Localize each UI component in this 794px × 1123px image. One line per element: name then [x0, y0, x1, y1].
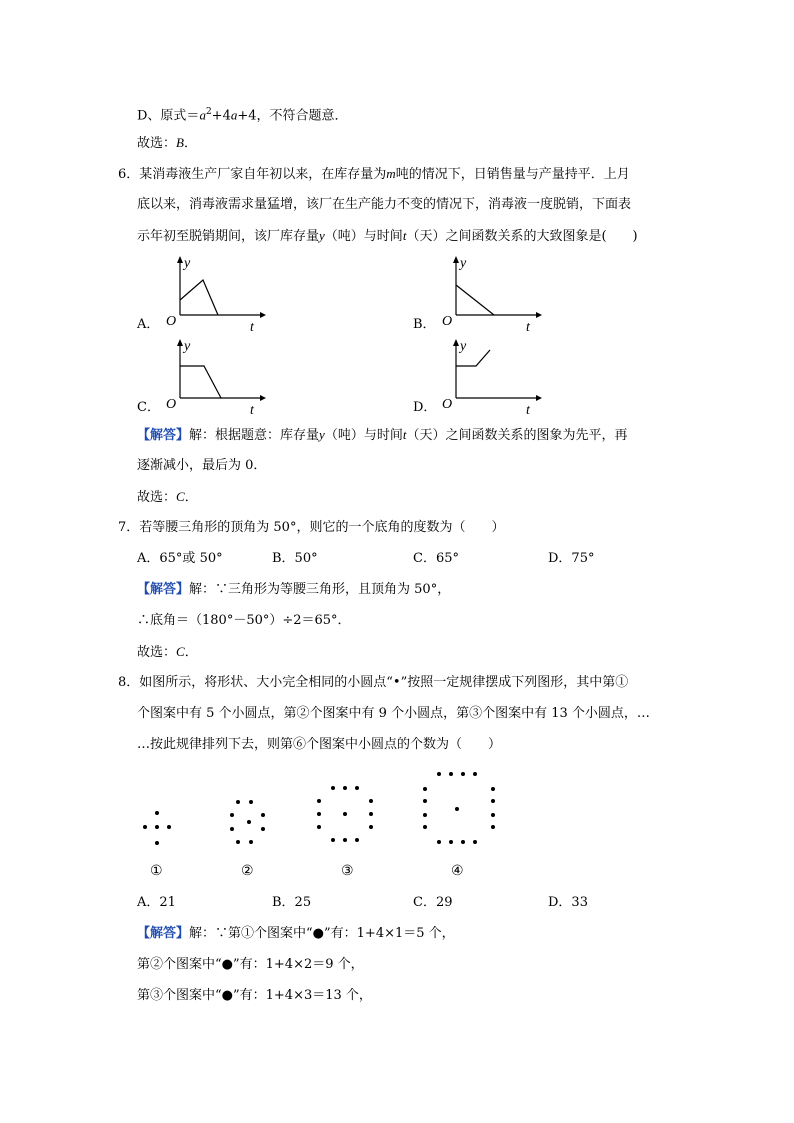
q7-option-c: C．65°	[413, 551, 459, 566]
q6-graph-a-t-label: t	[250, 320, 254, 335]
q6-graph-a-origin: O	[166, 314, 177, 329]
q6-option-d-label: D．	[413, 400, 437, 415]
q6-graph-b-origin: O	[442, 314, 453, 329]
q6-graph-c-origin: O	[166, 397, 177, 412]
q8-pattern-3	[305, 780, 385, 860]
q8-pattern-label-3: ③	[341, 863, 354, 879]
q8-solution-line-2: 第②个图案中“●”有：1+4×2＝9 个，	[137, 957, 364, 972]
q8-pattern-1	[130, 800, 190, 860]
q6-answer: 故选：C．	[137, 489, 198, 505]
q6-line-2: 底以来，消毒液需求量猛增，该厂在生产能力不变的情况下，消毒液一度脱销，下面表	[137, 197, 632, 212]
q6-option-b-label: B．	[413, 317, 436, 332]
q7-option-b: B．50°	[272, 551, 318, 566]
q6-graph-a	[160, 255, 270, 335]
q8-option-a: A．21	[137, 895, 176, 910]
q6-option-a-label: A．	[137, 317, 160, 332]
q6-line-3: 示年初至脱销期间，该厂库存量y（吨）与时间t（天）之间函数关系的大致图象是( )	[137, 228, 638, 244]
q7-option-d: D．75°	[548, 551, 595, 566]
q7-solution-line-1: 【解答】解：∵三角形为等腰三角形，且顶角为 50°，	[137, 582, 451, 597]
q6-graph-c	[160, 338, 270, 418]
q6-option-c-label: C．	[137, 400, 160, 415]
q6-graph-a-y-label: y	[184, 256, 191, 271]
q8-pattern-label-1: ①	[150, 863, 163, 879]
q8-option-b: B．25	[272, 895, 312, 910]
q8-pattern-4	[415, 765, 505, 855]
q8-solution-line-3: 第③个图案中“●”有：1+4×3＝13 个，	[137, 988, 372, 1003]
q6-graph-c-t-label: t	[250, 403, 254, 418]
q8-line-2: 个图案中有 5 个小圆点，第②个图案中有 9 个小圆点，第③个图案中有 13 个小圆点，…	[137, 706, 650, 721]
q6-solution-line-1: 【解答】解：根据题意：库存量y（吨）与时间t（天）之间函数关系的图象为先平，再	[137, 427, 628, 443]
q6-graph-d-t-label: t	[526, 403, 530, 418]
q7-solution-line-2: ∴底角＝（180°－50°）÷2＝65°．	[137, 613, 351, 628]
q8-pattern-label-2: ②	[241, 863, 254, 879]
q8-line-3: …按此规律排列下去，则第⑥个图案中小圆点的个数为（ ）	[137, 737, 502, 752]
q6-graph-d-y-label: y	[460, 339, 467, 354]
q8-option-d: D．33	[548, 895, 588, 910]
q8-option-c: C．29	[413, 895, 453, 910]
q6-graph-d-origin: O	[442, 397, 453, 412]
prev-answer: 故选：B．	[137, 135, 197, 151]
prev-option-d: D、原式$=a^2+4a+4$，不符合题意．	[137, 107, 348, 124]
q8-pattern-label-4: ④	[451, 863, 464, 879]
q8-pattern-2	[208, 790, 278, 860]
q6-graph-b	[436, 255, 546, 335]
q8-line-1: 8．如图所示，将形状、大小完全相同的小圆点“•”按照一定规律摆成下列图形，其中第①	[118, 675, 629, 690]
q7-stem: 7．若等腰三角形的顶角为 50°，则它的一个底角的度数为（ ）	[118, 520, 505, 535]
q6-graph-b-y-label: y	[460, 256, 467, 271]
q6-graph-b-t-label: t	[526, 320, 530, 335]
q7-answer: 故选：C．	[137, 644, 198, 660]
q6-line-1: 6．某消毒液生产厂家自年初以来，在库存量为m吨的情况下，日销售量与产量持平．上月	[118, 166, 630, 182]
q7-option-a: A．65°或 50°	[137, 551, 223, 566]
q6-solution-line-2: 逐渐减小，最后为 0．	[137, 458, 267, 473]
q6-graph-c-y-label: y	[184, 339, 191, 354]
q8-solution-line-1: 【解答】解：∵第①个图案中“●”有：1+4×1＝5 个，	[137, 926, 455, 941]
q6-graph-d	[436, 338, 546, 418]
